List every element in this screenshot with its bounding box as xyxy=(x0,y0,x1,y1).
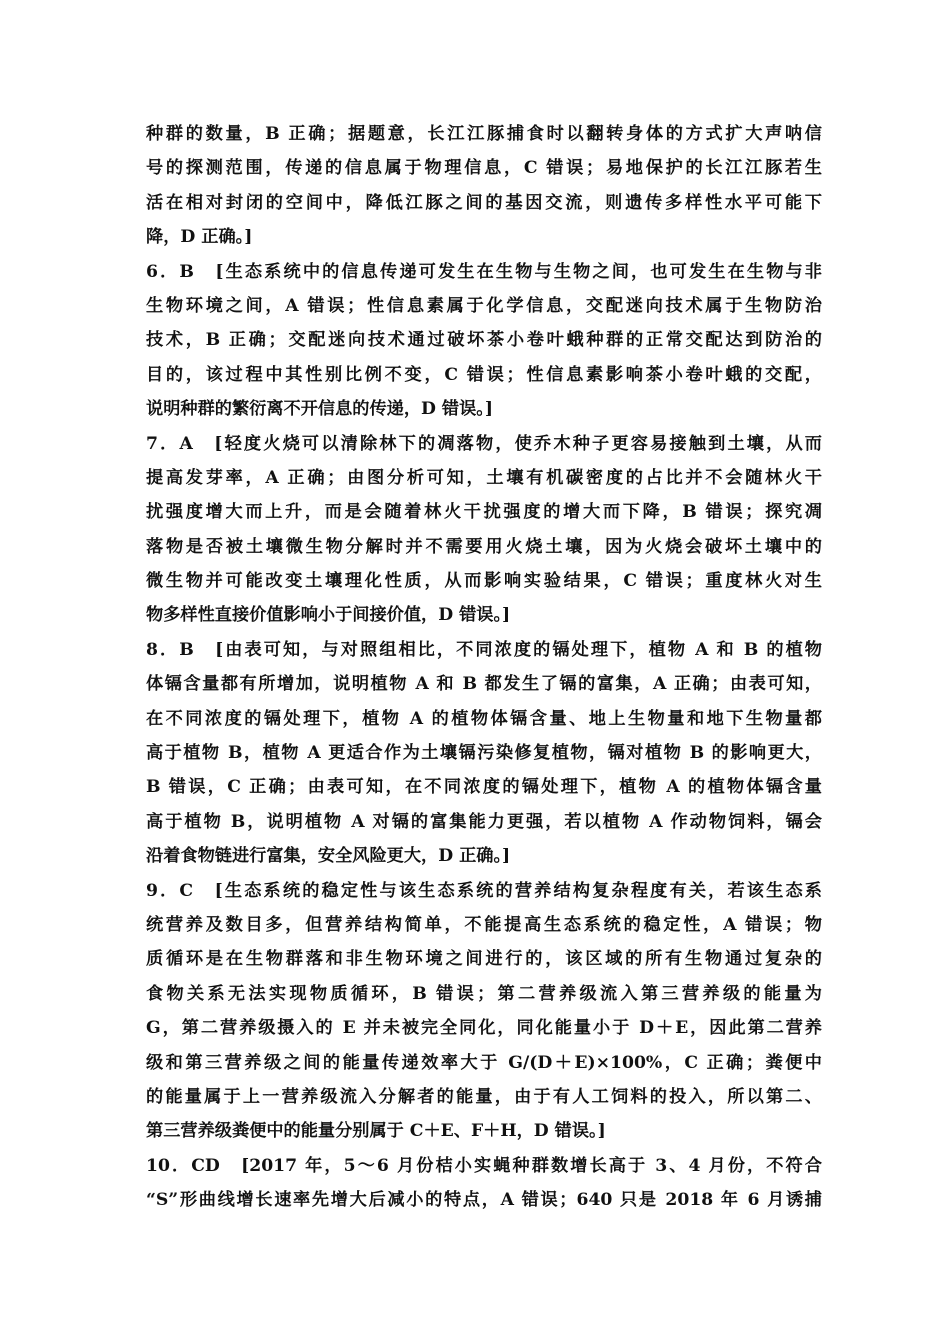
answer-10-line: 10．CD [2017 年，5～6 月份桔小实蝇种群数增长高于 3、4 月份，不符合 xyxy=(146,1155,822,1176)
text-line: 质循环是在生物群落和非生物环境之间进行的，该区域的所有生物通过复杂的 xyxy=(146,949,822,970)
text-line: 级和第三营养级之间的能量传递效率大于 G/(D＋E)×100%，C 正确；粪便中 xyxy=(146,1052,822,1073)
text-line: 在不同浓度的镉处理下，植物 A 的植物体镉含量、地上生物量和地下生物量都 xyxy=(146,708,822,729)
text-line: 号的探测范围，传递的信息属于物理信息，C 错误；易地保护的长江江豚若生 xyxy=(146,158,822,179)
text-line: 说明种群的繁衍离不开信息的传递，D 错误。] xyxy=(146,399,493,420)
text-line: 生物环境之间，A 错误；性信息素属于化学信息，交配迷向技术属于生物防治 xyxy=(146,295,822,316)
text-line: 食物关系无法实现物质循环，B 错误；第二营养级流入第三营养级的能量为 xyxy=(146,983,822,1004)
text-line: 统营养及数目多，但营养结构简单，不能提高生态系统的稳定性，A 错误；物 xyxy=(146,914,822,935)
text-line: 高于植物 B，植物 A 更适合作为土壤镉污染修复植物，镉对植物 B 的影响更大， xyxy=(146,743,822,764)
text-line: 扰强度增大而上升，而是会随着林火干扰强度的增大而下降，B 错误；探究凋 xyxy=(146,502,822,523)
answer-6-line: 6．B [生态系统中的信息传递可发生在生物与生物之间，也可发生在生物与非 xyxy=(146,261,822,282)
text-line: G，第二营养级摄入的 E 并未被完全同化，同化能量小于 D＋E，因此第二营养 xyxy=(146,1018,822,1039)
text-line: 目的，该过程中其性别比例不变，C 错误；性信息素影响茶小卷叶蛾的交配， xyxy=(146,364,822,385)
text-line: 的能量属于上一营养级流入分解者的能量，由于有人工饲料的投入，所以第二、 xyxy=(146,1086,822,1107)
text-line: 第三营养级粪便中的能量分别属于 C＋E、F＋H，D 错误。] xyxy=(146,1121,606,1142)
text-line: 高于植物 B，说明植物 A 对镉的富集能力更强，若以植物 A 作动物饲料，镉会 xyxy=(146,811,822,832)
text-line: “S”形曲线增长速率先增大后减小的特点，A 错误；640 只是 2018 年 6 月诱捕 xyxy=(146,1190,822,1211)
text-line: 微生物并可能改变土壤理化性质，从而影响实验结果，C 错误；重度林火对生 xyxy=(146,571,822,592)
text-line: 种群的数量，B 正确；据题意，长江江豚捕食时以翻转身体的方式扩大声呐信 xyxy=(146,124,822,144)
answer-text-block xyxy=(146,117,822,1218)
text-line: 物多样性直接价值影响小于间接价值，D 错误。] xyxy=(146,605,511,626)
text-line: 体镉含量都有所增加，说明植物 A 和 B 都发生了镉的富集，A 正确；由表可知， xyxy=(146,674,822,695)
answer-7-line: 7．A [轻度火烧可以清除林下的凋落物，使乔木种子更容易接触到土壤，从而 xyxy=(146,433,822,454)
text-line: 降，D 正确。] xyxy=(146,227,253,248)
text-line: 技术，B 正确；交配迷向技术通过破坏茶小卷叶蛾种群的正常交配达到防治的 xyxy=(146,330,822,351)
text-line: 落物是否被土壤微生物分解时并不需要用火烧土壤，因为火烧会破坏土壤中的 xyxy=(146,536,822,557)
answer-8-line: 8．B [由表可知，与对照组相比，不同浓度的镉处理下，植物 A 和 B 的植物 xyxy=(146,639,822,660)
text-line: 沿着食物链进行富集，安全风险更大，D 正确。] xyxy=(146,846,511,867)
text-line: 活在相对封闭的空间中，降低江豚之间的基因交流，则遗传多样性水平可能下 xyxy=(146,192,822,213)
text-line: B 错误，C 正确；由表可知，在不同浓度的镉处理下，植物 A 的植物体镉含量 xyxy=(146,777,822,798)
answer-9-line: 9．C [生态系统的稳定性与该生态系统的营养结构复杂程度有关，若该生态系 xyxy=(146,880,822,901)
text-line: 提高发芽率，A 正确；由图分析可知，土壤有机碳密度的占比并不会随林火干 xyxy=(146,467,822,488)
